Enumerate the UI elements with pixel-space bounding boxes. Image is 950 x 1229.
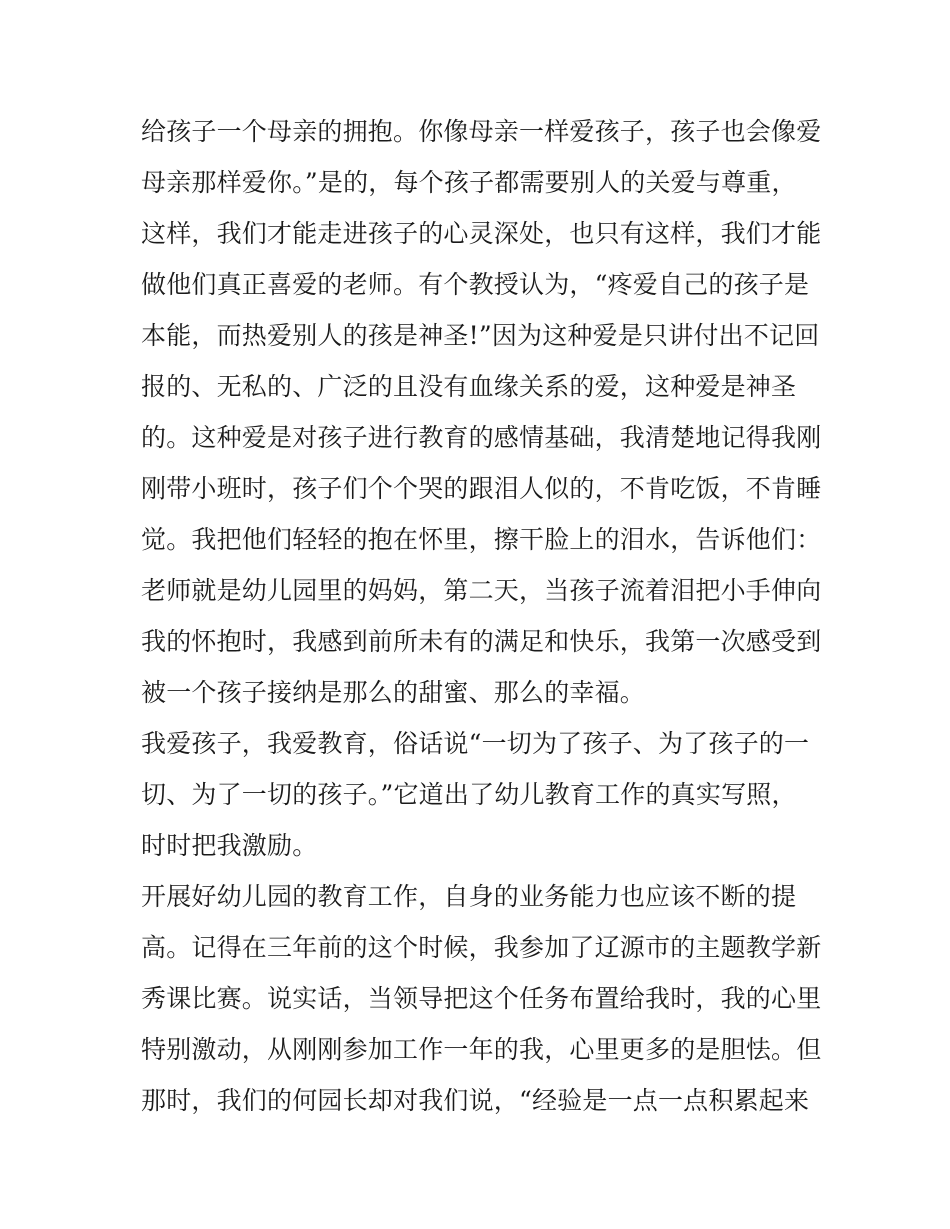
- text-line: 秀课比赛。说实话，当领导把这个任务布置给我时，我的心里: [141, 984, 821, 1013]
- text-line: 开展好幼儿园的教育工作，自身的业务能力也应该不断的提: [141, 882, 797, 911]
- text-line: 我爱孩子，我爱教育，俗话说“一切为了孩子、为了孩子的一: [141, 729, 810, 758]
- body-text: [141, 106, 821, 1126]
- text-line: 特别激动，从刚刚参加工作一年的我，心里更多的是胆怯。但: [141, 1035, 821, 1064]
- text-line: 刚带小班时，孩子们个个哭的跟泪人似的，不肯吃饭，不肯睡: [141, 474, 821, 503]
- text-line: 时时把我激励。: [141, 831, 318, 860]
- text-line: 的。这种爱是对孩子进行教育的感情基础，我清楚地记得我刚: [141, 423, 821, 452]
- text-line: 那时，我们的何园长却对我们说，“经验是一点一点积累起来: [141, 1086, 810, 1115]
- text-line: 老师就是幼儿园里的妈妈，第二天，当孩子流着泪把小手伸向: [141, 576, 821, 605]
- text-line: 被一个孩子接纳是那么的甜蜜、那么的幸福。: [141, 678, 646, 707]
- text-line: 本能，而热爱别人的孩是神圣!”因为这种爱是只讲付出不记回: [141, 321, 820, 350]
- text-line: 母亲那样爱你。”是的，每个孩子都需要别人的关爱与尊重，: [141, 168, 797, 197]
- text-line: 我的怀抱时，我感到前所未有的满足和快乐，我第一次感受到: [141, 627, 821, 656]
- text-line: 切、为了一切的孩子。”它道出了幼儿教育工作的真实写照，: [141, 780, 797, 809]
- text-line: 觉。我把他们轻轻的抱在怀里，擦干脸上的泪水，告诉他们：: [141, 525, 821, 554]
- text-line: 做他们真正喜爱的老师。有个教授认为，“疼爱自己的孩子是: [141, 270, 810, 299]
- text-line: 这样，我们才能走进孩子的心灵深处，也只有这样，我们才能: [141, 219, 821, 248]
- text-line: 报的、无私的、广泛的且没有血缘关系的爱，这种爱是神圣: [141, 372, 797, 401]
- text-line: 高。记得在三年前的这个时候，我参加了辽源市的主题教学新: [141, 933, 821, 962]
- text-line: 给孩子一个母亲的拥抱。你像母亲一样爱孩子，孩子也会像爱: [141, 117, 821, 146]
